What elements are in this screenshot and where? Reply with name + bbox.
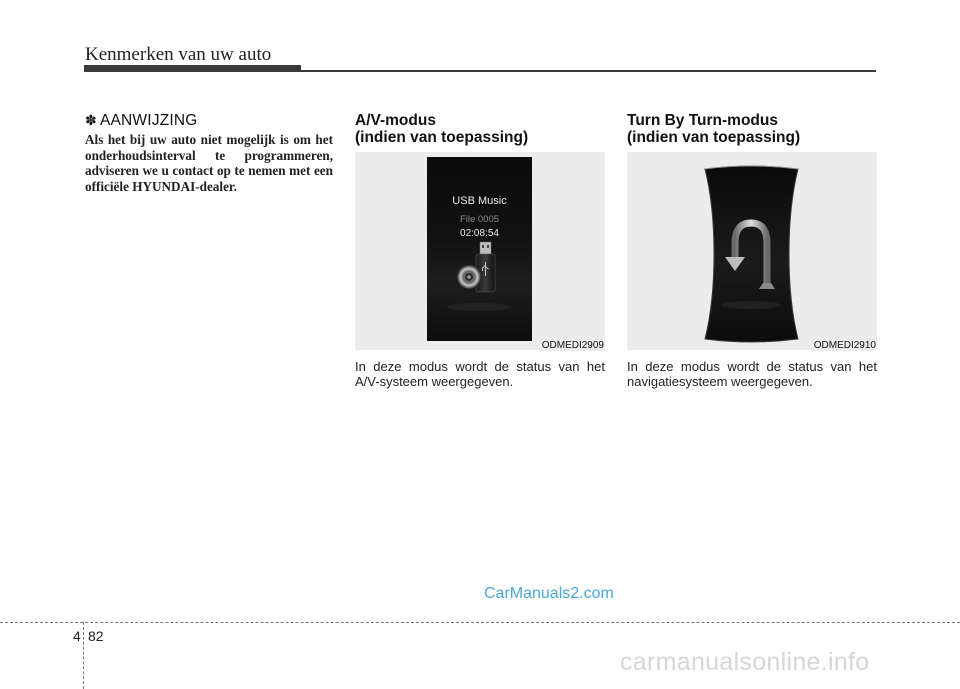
watermark-carmanualsonline: carmanualsonline.info (620, 648, 870, 676)
header-title: Kenmerken van uw auto (85, 44, 272, 65)
tbt-mode-title-line2: (indien van toepassing) (627, 129, 801, 146)
av-mode-text: In deze modus wordt de status van het A/V-systeem weergegeven. (355, 359, 605, 389)
header-rule (84, 70, 876, 72)
tbt-mode-section (627, 112, 877, 389)
speaker-icon (457, 265, 481, 289)
usb-icon (476, 242, 495, 292)
tbt-figure-code: ODMEDI2910 (813, 340, 876, 351)
av-screen-title: USB Music (452, 195, 507, 207)
av-screen-file: File 0005 (459, 214, 500, 225)
tbt-mode-title (627, 112, 877, 146)
footer-rule (0, 622, 960, 623)
footer-divider (83, 622, 84, 689)
chapter-number: 4 (73, 628, 81, 644)
tbt-mode-title-line1: Turn By Turn-modus (627, 112, 778, 129)
av-mode-figure (355, 152, 605, 350)
av-mode-title-line2: (indien van toepassing) (355, 129, 529, 146)
note-body: Als het bij uw auto niet mogelijk is om het onderhoudsinterval te programmeren, adviseren we u contact op te nemen met een officiële HYUNDAI-dealer. (85, 132, 333, 194)
tbt-mode-figure (627, 152, 877, 350)
usb-speaker-icon (427, 157, 532, 341)
av-display-screen (427, 157, 532, 341)
tbt-mode-text: In deze modus wordt de status van het navigatiesysteem weergegeven. (627, 359, 877, 389)
tbt-display-screen (703, 165, 800, 343)
page-number: 82 (88, 628, 104, 644)
av-mode-title (355, 112, 605, 146)
av-screen-time: 02:08:54 (460, 228, 499, 239)
watermark-carmanuals2[interactable]: CarManuals2.com (484, 585, 614, 602)
note-block (85, 112, 333, 194)
note-heading-text: AANWIJZING (99, 112, 198, 129)
note-heading (85, 112, 333, 130)
av-mode-section (355, 112, 605, 389)
av-mode-title-line1: A/V-modus (355, 112, 436, 129)
av-figure-code: ODMEDI2909 (541, 340, 604, 351)
note-mark-icon: ✽ (85, 112, 97, 128)
